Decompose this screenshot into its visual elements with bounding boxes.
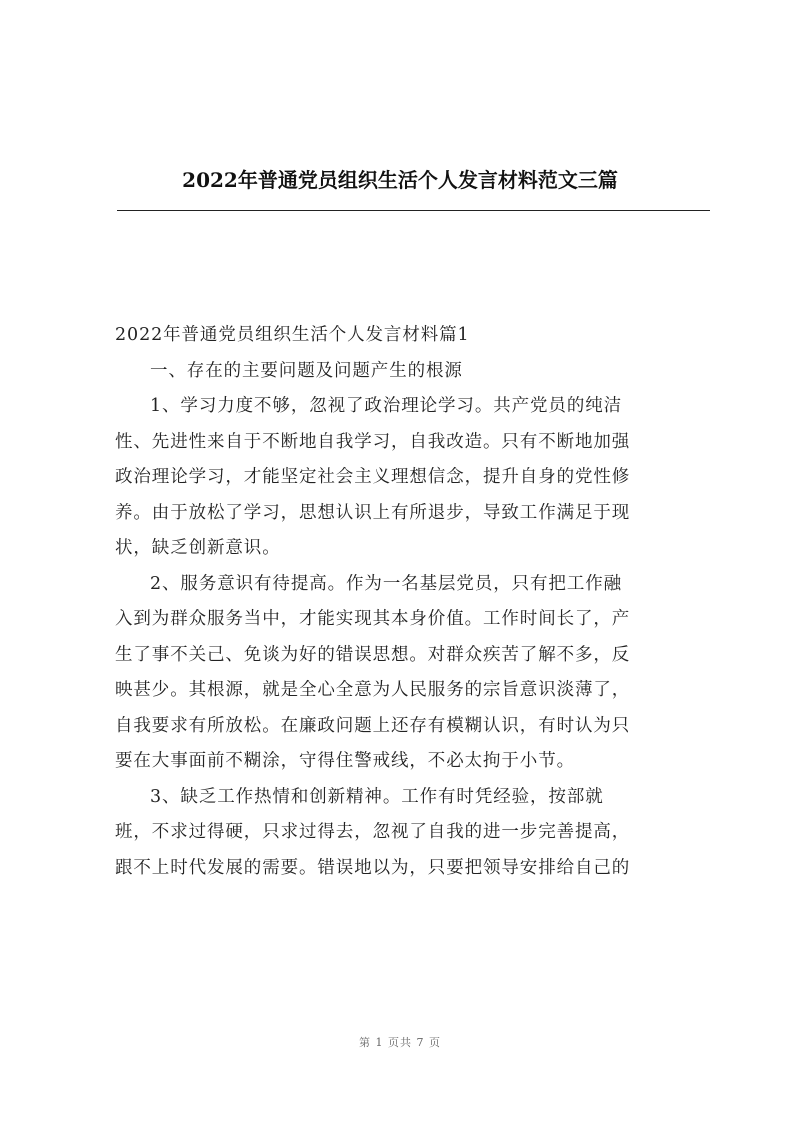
paragraph-line: 要在大事面前不糊涂，守得住警戒线，不必太拘于小节。 <box>115 751 575 771</box>
paragraph-line: 映甚少。其根源，就是全心全意为人民服务的宗旨意识淡薄了， <box>115 680 631 700</box>
paragraph-line: 生了事不关己、免谈为好的错误思想。对群众疾苦了解不多，反 <box>115 644 631 665</box>
paragraph-line: 跟不上时代发展的需要。错误地以为，只要把领导安排给自己的 <box>115 857 631 878</box>
paragraph-line: 自我要求有所放松。在廉政问题上还存有模糊认识，有时认为只 <box>115 715 631 736</box>
sub-heading: 一、存在的主要问题及问题产生的根源 <box>150 360 463 381</box>
paragraph-line: 班，不求过得硬，只求过得去，忽视了自我的进一步完善提高， <box>115 822 631 842</box>
article-body <box>115 318 715 886</box>
paragraph-line: 性、先进性来自于不断地自我学习，自我改造。只有不断地加强 <box>115 431 631 452</box>
paragraph-line: 政治理论学习，才能坚定社会主义理想信念，提升自身的党性修 <box>115 467 631 487</box>
paragraph-line: 3、缺乏工作热情和创新精神。工作有时凭经验，按部就 <box>150 786 604 807</box>
document-title: 2022年普通党员组织生活个人发言材料范文三篇 <box>182 168 618 192</box>
title-divider <box>117 210 710 211</box>
paragraph-line: 入到为群众服务当中，才能实现其本身价值。工作时间长了，产 <box>115 609 631 629</box>
paragraph-line: 养。由于放松了学习，思想认识上有所退步，导致工作满足于现 <box>115 502 631 523</box>
paragraph-line: 1、学习力度不够，忽视了政治理论学习。共产党员的纯洁 <box>150 396 623 416</box>
page-number-footer: 第 1 页共 7 页 <box>359 1036 441 1049</box>
section-title: 2022年普通党员组织生活个人发言材料篇1 <box>115 325 470 345</box>
paragraph-line: 2、服务意识有待提高。作为一名基层党员，只有把工作融 <box>150 573 623 594</box>
paragraph-line: 状，缺乏创新意识。 <box>115 538 281 558</box>
